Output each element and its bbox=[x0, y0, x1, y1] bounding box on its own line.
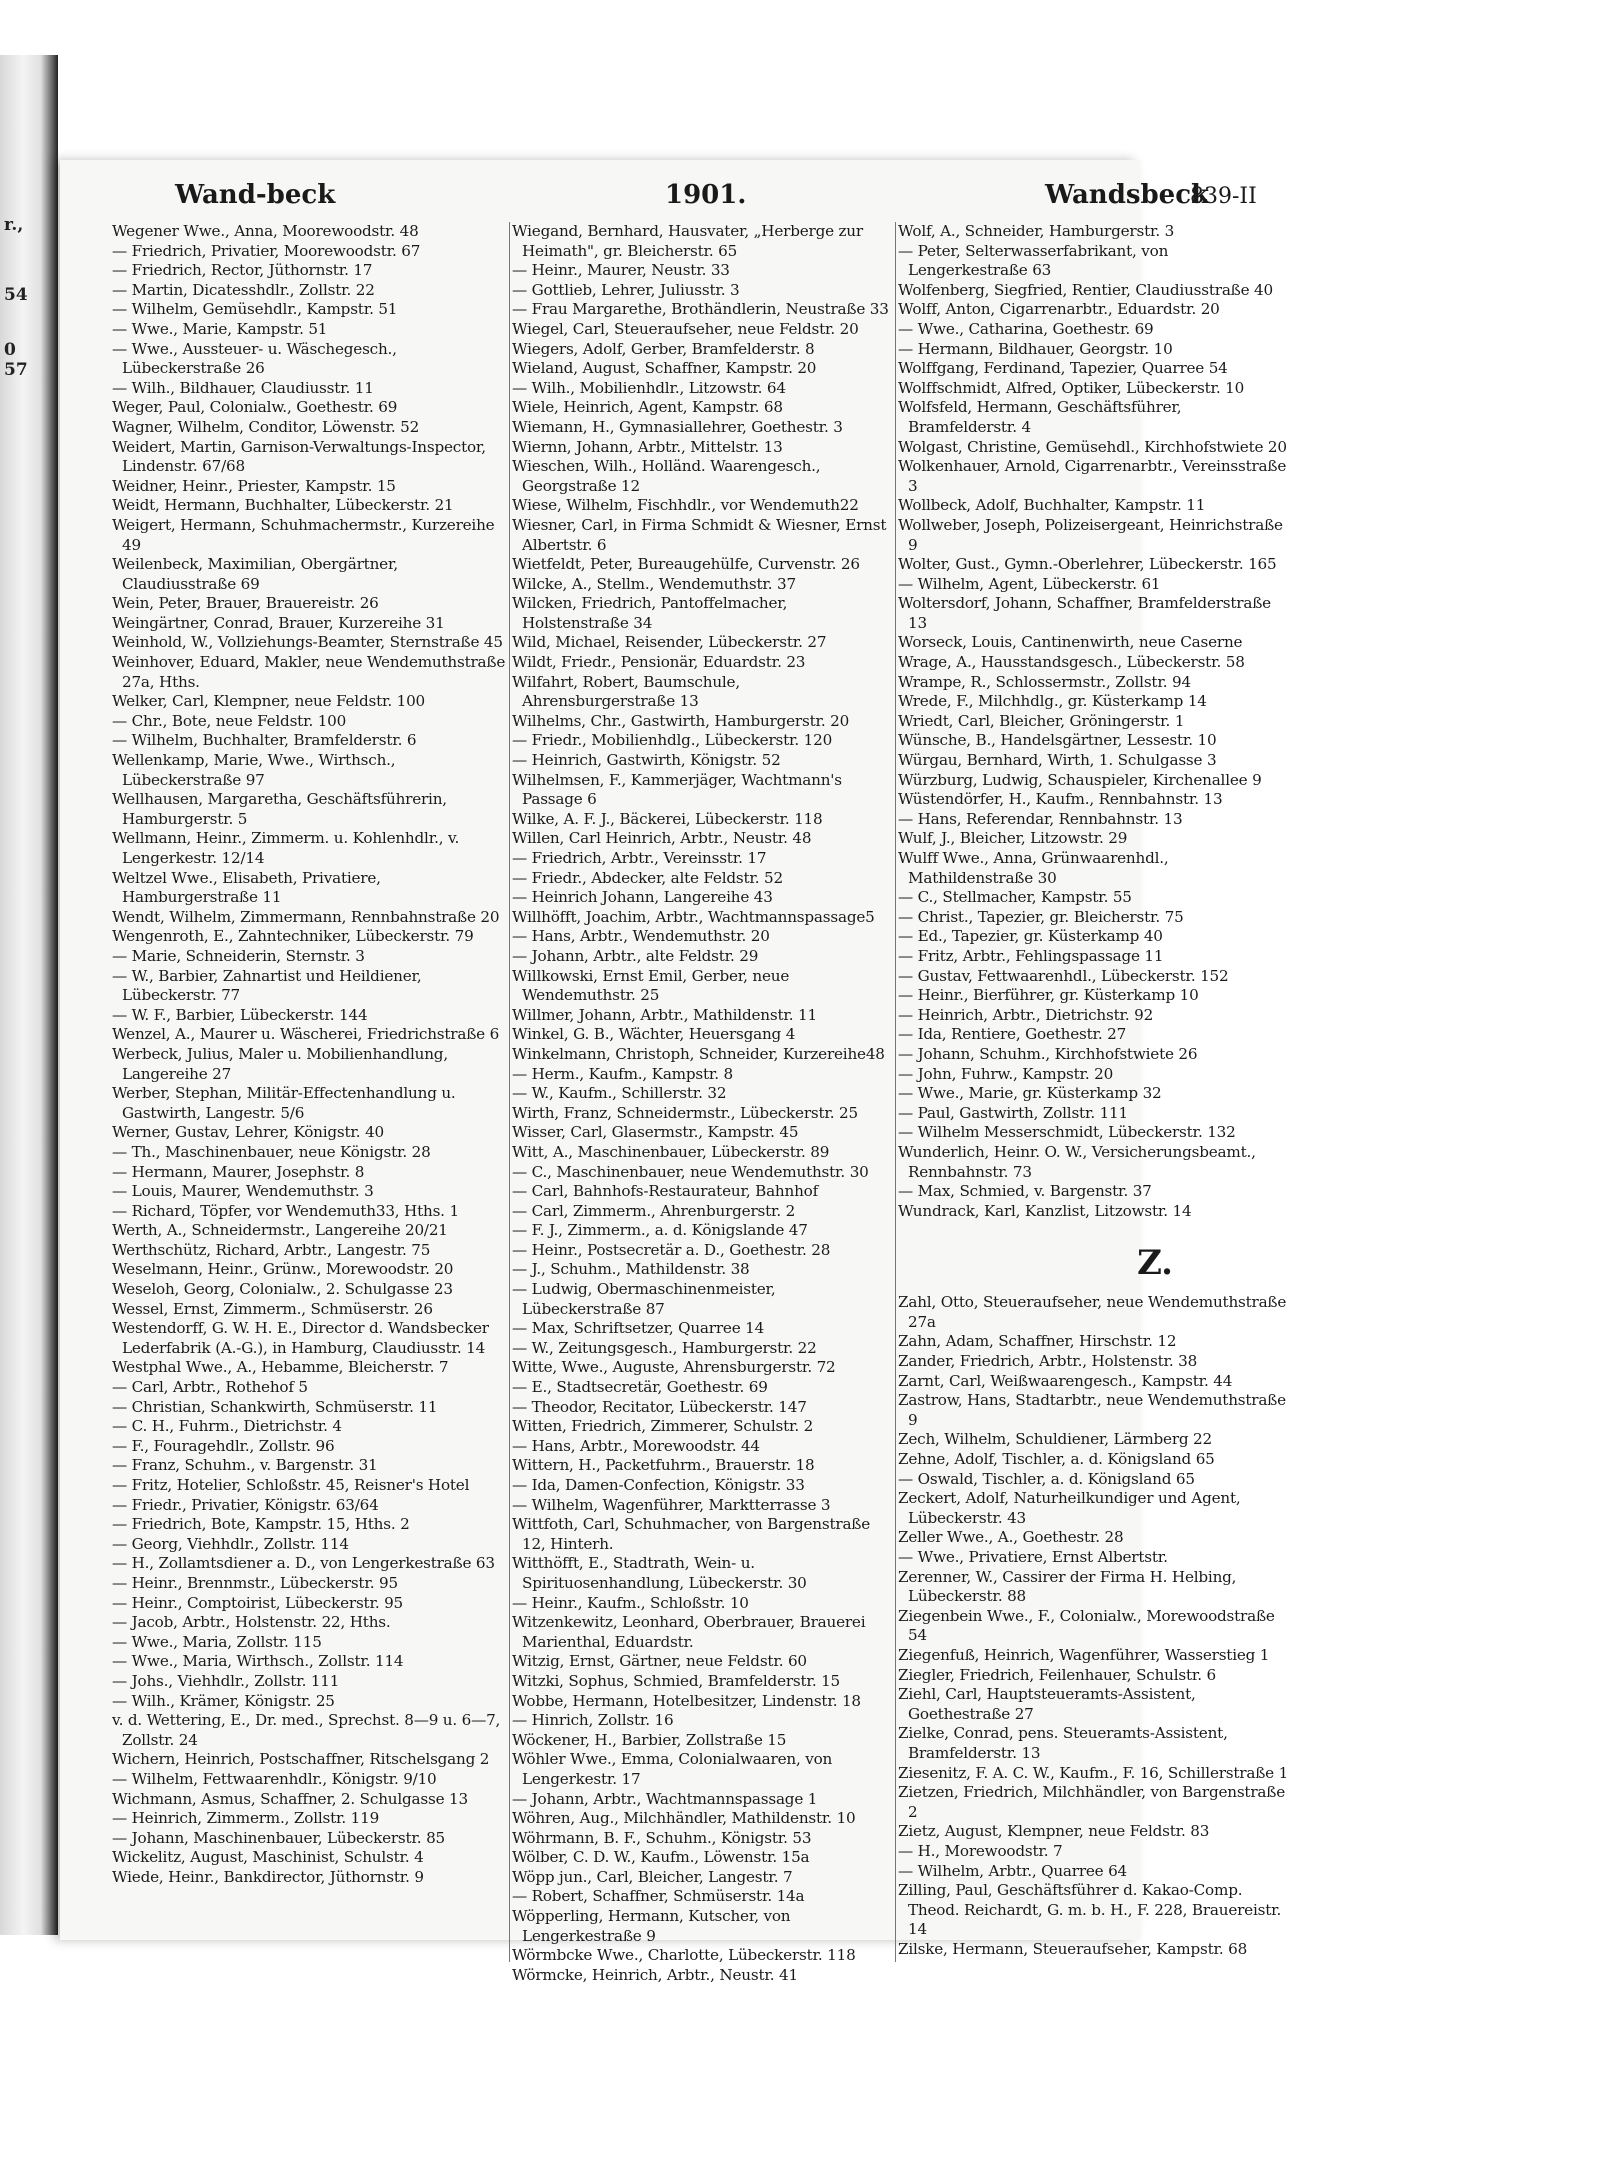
directory-entry: — Wilhelm, Fettwaarenhdlr., Königstr. 9/10 bbox=[112, 1769, 437, 1788]
directory-entry: — Peter, Selterwasserfabrikant, von Lengerkestraße 63 bbox=[898, 241, 1169, 280]
directory-entry: Weseloh, Georg, Colonialw., 2. Schulgasse 23 bbox=[112, 1280, 453, 1299]
page-number: 839-II bbox=[1190, 184, 1257, 209]
directory-entry: Zerenner, W., Cassirer der Firma H. Helbing, Lübeckerstr. 88 bbox=[898, 1567, 1237, 1606]
directory-entry: Werbeck, Julius, Maler u. Mobilienhandlung, Langereihe 27 bbox=[112, 1044, 448, 1083]
directory-entry: Willmer, Johann, Arbtr., Mathildenstr. 11 bbox=[512, 1005, 817, 1024]
directory-entry: Wrede, F., Milchhdlg., gr. Küsterkamp 14 bbox=[898, 692, 1207, 711]
facing-fragment: 57 bbox=[4, 360, 28, 380]
directory-entry: Wilke, A. F. J., Bäckerei, Lübeckerstr. 118 bbox=[512, 809, 823, 828]
directory-entry: Würzburg, Ludwig, Schauspieler, Kirchenallee 9 bbox=[898, 770, 1262, 789]
directory-entry: Witzki, Sophus, Schmied, Bramfelderstr. 15 bbox=[512, 1671, 841, 1690]
directory-entry: Wolffschmidt, Alfred, Optiker, Lübeckerstr. 10 bbox=[898, 378, 1245, 397]
directory-section-z bbox=[898, 1293, 1292, 1959]
directory-entry: — Marie, Schneiderin, Sternstr. 3 bbox=[112, 946, 365, 965]
directory-entry: — Friedr., Abdecker, alte Feldstr. 52 bbox=[512, 868, 783, 887]
directory-entry: Wagner, Wilhelm, Conditor, Löwenstr. 52 bbox=[112, 417, 420, 436]
directory-entry: — Wilhelm, Agent, Lübeckerstr. 61 bbox=[898, 574, 1161, 593]
directory-entry: Wolgast, Christine, Gemüsehdl., Kirchhofstwiete 20 bbox=[898, 437, 1287, 456]
directory-entry: — Wwe., Aussteuer- u. Wäschegesch., Lübeckerstraße 26 bbox=[112, 339, 397, 378]
directory-entry: Zielke, Conrad, pens. Steueramts-Assistent, Bramfelderstr. 13 bbox=[898, 1724, 1228, 1762]
directory-entry: — C., Stellmacher, Kampstr. 55 bbox=[898, 888, 1132, 907]
directory-entry: Wöckener, H., Barbier, Zollstraße 15 bbox=[512, 1730, 787, 1749]
directory-entry: Witt, A., Maschinenbauer, Lübeckerstr. 89 bbox=[512, 1142, 830, 1161]
directory-entry: — Friedrich, Bote, Kampstr. 15, Hths. 2 bbox=[112, 1515, 410, 1534]
directory-section-w bbox=[898, 222, 1292, 1221]
directory-entry: — H., Zollamtsdiener a. D., von Lengerkestraße 63 bbox=[112, 1554, 495, 1573]
directory-entry: Wilcken, Friedrich, Pantoffelmacher, Holstenstraße 34 bbox=[512, 594, 788, 632]
directory-entry: — Wilhelm Messerschmidt, Lübeckerstr. 132 bbox=[898, 1123, 1236, 1142]
directory-entry: — Max, Schriftsetzer, Quarree 14 bbox=[512, 1319, 765, 1338]
directory-entry: Welker, Carl, Klempner, neue Feldstr. 100 bbox=[112, 692, 426, 711]
directory-entry: Zander, Friedrich, Arbtr., Holstenstr. 38 bbox=[898, 1352, 1198, 1371]
directory-entry: Wolfsfeld, Hermann, Geschäftsführer, Bramfelderstr. 4 bbox=[898, 398, 1182, 436]
directory-entry: — Heinr., Brennmstr., Lübeckerstr. 95 bbox=[112, 1573, 398, 1592]
directory-entry: — Friedr., Privatier, Königstr. 63/64 bbox=[112, 1495, 379, 1514]
directory-entry: Wellhausen, Margaretha, Geschäftsführerin, Hamburgerstr. 5 bbox=[112, 790, 447, 828]
directory-entry: — Paul, Gastwirth, Zollstr. 111 bbox=[898, 1103, 1128, 1122]
directory-entry: Wüstendörfer, H., Kaufm., Rennbahnstr. 13 bbox=[898, 790, 1223, 809]
directory-entry: Zeller Wwe., A., Goethestr. 28 bbox=[898, 1528, 1124, 1547]
directory-entry: — Oswald, Tischler, a. d. Königsland 65 bbox=[898, 1469, 1195, 1488]
directory-entry: Winkelmann, Christoph, Schneider, Kurzereihe48 bbox=[512, 1044, 885, 1063]
directory-entry: — Max, Schmied, v. Bargenstr. 37 bbox=[898, 1182, 1152, 1201]
directory-entry: — Wwe., Maria, Wirthsch., Zollstr. 114 bbox=[112, 1652, 404, 1671]
directory-entry: — Herm., Kaufm., Kampstr. 8 bbox=[512, 1064, 734, 1083]
directory-entry: — Jacob, Arbtr., Holstenstr. 22, Hths. bbox=[112, 1613, 391, 1632]
directory-entry: — Wilhelm, Buchhalter, Bramfelderstr. 6 bbox=[112, 731, 417, 750]
directory-entry: Wild, Michael, Reisender, Lübeckerstr. 27 bbox=[512, 633, 827, 652]
directory-entry: Wilhelms, Chr., Gastwirth, Hamburgerstr. 20 bbox=[512, 711, 850, 730]
directory-entry: — J., Schuhm., Mathildenstr. 38 bbox=[512, 1260, 750, 1279]
directory-entry: — Ida, Damen-Confection, Königstr. 33 bbox=[512, 1476, 805, 1494]
facing-page-edge bbox=[0, 55, 58, 1935]
directory-entry: — Wilhelm, Wagenführer, Marktterrasse 3 bbox=[512, 1495, 831, 1514]
directory-entry: Wengenroth, E., Zahntechniker, Lübeckerstr. 79 bbox=[112, 927, 474, 946]
directory-entry: — Carl, Bahnhofs-Restaurateur, Bahnhof bbox=[512, 1182, 819, 1201]
directory-entry: Wiese, Wilhelm, Fischhdlr., vor Wendemuth22 bbox=[512, 496, 859, 515]
section-letter-heading: Z. bbox=[1137, 1243, 1173, 1284]
directory-entry: Weltzel Wwe., Elisabeth, Privatiere, Hamburgerstraße 11 bbox=[112, 868, 381, 907]
directory-entry: Weselmann, Heinr., Grünw., Morewoodstr. 20 bbox=[112, 1260, 454, 1279]
directory-entry: Wulff Wwe., Anna, Grünwaarenhdl., Mathildenstraße 30 bbox=[898, 849, 1169, 887]
directory-entry: Witten, Friedrich, Zimmerer, Schulstr. 2 bbox=[512, 1417, 814, 1436]
directory-entry: Zahn, Adam, Schaffner, Hirschstr. 12 bbox=[898, 1332, 1177, 1351]
directory-entry: Wichern, Heinrich, Postschaffner, Ritschelsgang 2 bbox=[112, 1750, 490, 1769]
directory-entry: — Robert, Schaffner, Schmüserstr. 14a bbox=[512, 1887, 805, 1906]
directory-entry: Werthschütz, Richard, Arbtr., Langestr. 75 bbox=[112, 1240, 431, 1259]
directory-entry: Witthöfft, E., Stadtrath, Wein- u. Spirituosenhandlung, Lübeckerstr. 30 bbox=[512, 1554, 807, 1592]
directory-entry: — Heinrich, Zimmerm., Zollstr. 119 bbox=[112, 1809, 380, 1828]
directory-entry: Wundrack, Karl, Kanzlist, Litzowstr. 14 bbox=[898, 1201, 1192, 1220]
directory-entry: Wendt, Wilhelm, Zimmermann, Rennbahnstraße 20 bbox=[112, 907, 500, 926]
directory-entry: Wollweber, Joseph, Polizeisergeant, Heinrichstraße 9 bbox=[898, 515, 1283, 554]
directory-entry: Wörmbcke Wwe., Charlotte, Lübeckerstr. 118 bbox=[512, 1946, 856, 1965]
header-right-running-title: Wandsbeck bbox=[1045, 180, 1210, 210]
directory-entry: Weilenbeck, Maximilian, Obergärtner, Claudiusstraße 69 bbox=[112, 555, 398, 593]
directory-entry: Wietfeldt, Peter, Bureaugehülfe, Curvenstr. 26 bbox=[512, 555, 860, 574]
directory-entry: Wilhelmsen, F., Kammerjäger, Wachtmann's Passage 6 bbox=[512, 770, 842, 809]
column-divider bbox=[509, 222, 510, 1962]
directory-entry: Wollbeck, Adolf, Buchhalter, Kampstr. 11 bbox=[898, 496, 1206, 515]
directory-entry: Wegener Wwe., Anna, Moorewoodstr. 48 bbox=[112, 222, 419, 240]
directory-entry: Westendorff, G. W. H. E., Director d. Wandsbecker Lederfabrik (A.-G.), in Hamburg, Claudiusstr. 14 bbox=[112, 1319, 489, 1357]
directory-entry: — John, Fuhrw., Kampstr. 20 bbox=[898, 1064, 1114, 1083]
directory-entry: v. d. Wettering, E., Dr. med., Sprechst. 8—9 u. 6—7, Zollstr. 24 bbox=[112, 1711, 501, 1749]
directory-entry: Wenzel, A., Maurer u. Wäscherei, Friedrichstraße 6 bbox=[112, 1025, 500, 1044]
directory-entry: — Theodor, Recitator, Lübeckerstr. 147 bbox=[512, 1397, 807, 1416]
directory-entry: — Heinr., Maurer, Neustr. 33 bbox=[512, 261, 730, 280]
directory-entry: — Johann, Maschinenbauer, Lübeckerstr. 85 bbox=[112, 1828, 445, 1847]
directory-entry: Würgau, Bernhard, Wirth, 1. Schulgasse 3 bbox=[898, 751, 1217, 770]
directory-entry: — F. J., Zimmerm., a. d. Königslande 47 bbox=[512, 1221, 808, 1240]
directory-entry: Wiede, Heinr., Bankdirector, Jüthornstr. 9 bbox=[112, 1867, 424, 1886]
directory-entry: — Chr., Bote, neue Feldstr. 100 bbox=[112, 711, 347, 730]
directory-entry: — Wilh., Mobilienhdlr., Litzowstr. 64 bbox=[512, 378, 786, 397]
directory-entry: — Hinrich, Zollstr. 16 bbox=[512, 1711, 674, 1730]
directory-column-1 bbox=[112, 222, 509, 1887]
directory-entry: — Hans, Arbtr., Morewoodstr. 44 bbox=[512, 1436, 760, 1455]
directory-entry: Wilcke, A., Stellm., Wendemuthstr. 37 bbox=[512, 574, 796, 593]
directory-entry: Wöhrmann, B. F., Schuhm., Königstr. 53 bbox=[512, 1828, 812, 1847]
directory-entry: Wünsche, B., Handelsgärtner, Lessestr. 10 bbox=[898, 731, 1217, 750]
directory-entry: Wiernn, Johann, Arbtr., Mittelstr. 13 bbox=[512, 437, 783, 456]
directory-entry: Wulf, J., Bleicher, Litzowstr. 29 bbox=[898, 829, 1128, 848]
directory-entry: — F., Fouragehdlr., Zollstr. 96 bbox=[112, 1436, 335, 1455]
directory-column-2 bbox=[512, 222, 895, 1985]
directory-entry: — Wilh., Krämer, Königstr. 25 bbox=[112, 1691, 335, 1710]
directory-entry: — Heinrich, Arbtr., Dietrichstr. 92 bbox=[898, 1005, 1154, 1024]
facing-fragment: 0 bbox=[4, 340, 16, 360]
directory-entry: Wittfoth, Carl, Schuhmacher, von Bargenstraße 12, Hinterh. bbox=[512, 1515, 871, 1553]
directory-entry: Wieschen, Wilh., Holländ. Waarengesch., Georgstraße 12 bbox=[512, 457, 821, 495]
directory-entry: Wolf, A., Schneider, Hamburgerstr. 3 bbox=[898, 222, 1175, 240]
directory-entry: — Gustav, Fettwaarenhdl., Lübeckerstr. 152 bbox=[898, 966, 1229, 985]
directory-column-3 bbox=[898, 222, 1292, 1959]
directory-entry: Zilling, Paul, Geschäftsführer d. Kakao-Comp. Theod. Reichardt, G. m. b. H., F. 228, Brauereistr. 14 bbox=[898, 1881, 1282, 1939]
page-header bbox=[175, 180, 1265, 226]
directory-entry: Ziesenitz, F. A. C. W., Kaufm., F. 16, Schillerstraße 1 bbox=[898, 1763, 1289, 1782]
directory-entry: — Friedrich, Arbtr., Vereinsstr. 17 bbox=[512, 849, 767, 867]
directory-entry: — Wwe., Catharina, Goethestr. 69 bbox=[898, 319, 1154, 338]
directory-entry: — Heinr., Comptoirist, Lübeckerstr. 95 bbox=[112, 1593, 404, 1612]
directory-entry: Wolffgang, Ferdinand, Tapezier, Quarree 54 bbox=[898, 359, 1228, 378]
directory-entry: — C., Maschinenbauer, neue Wendemuthstr. 30 bbox=[512, 1162, 869, 1181]
directory-entry: Wiesner, Carl, in Firma Schmidt & Wiesner, Ernst Albertstr. 6 bbox=[512, 515, 887, 554]
directory-entry: Wiegel, Carl, Steueraufseher, neue Feldstr. 20 bbox=[512, 319, 859, 338]
directory-entry: Wöhren, Aug., Milchhändler, Mathildenstr. 10 bbox=[512, 1809, 856, 1828]
directory-entry: Werth, A., Schneidermstr., Langereihe 20/21 bbox=[112, 1221, 448, 1240]
directory-entry: — Louis, Maurer, Wendemuthstr. 3 bbox=[112, 1182, 374, 1201]
directory-entry: — Hermann, Maurer, Josephstr. 8 bbox=[112, 1162, 365, 1181]
directory-entry: Willen, Carl Heinrich, Arbtr., Neustr. 48 bbox=[512, 829, 812, 848]
directory-entry: — Georg, Viehhdlr., Zollstr. 114 bbox=[112, 1534, 349, 1553]
directory-entry: Wiegers, Adolf, Gerber, Bramfelderstr. 8 bbox=[512, 339, 815, 358]
directory-entry: — Hermann, Bildhauer, Georgstr. 10 bbox=[898, 339, 1173, 358]
directory-entry: Zahl, Otto, Steueraufseher, neue Wendemuthstraße 27a bbox=[898, 1293, 1287, 1331]
directory-entry: Wrampe, R., Schlossermstr., Zollstr. 94 bbox=[898, 672, 1191, 691]
directory-entry: Wessel, Ernst, Zimmerm., Schmüserstr. 26 bbox=[112, 1299, 433, 1318]
directory-entry: Ziegenbein Wwe., F., Colonialw., Morewoodstraße 54 bbox=[898, 1606, 1275, 1645]
facing-fragment: 54 bbox=[4, 285, 28, 305]
directory-entry: — Hans, Referendar, Rennbahnstr. 13 bbox=[898, 809, 1183, 828]
directory-entry: Weidner, Heinr., Priester, Kampstr. 15 bbox=[112, 476, 396, 495]
directory-entry: — H., Morewoodstr. 7 bbox=[898, 1841, 1063, 1860]
directory-entry: Witzenkewitz, Leonhard, Oberbrauer, Brauerei Marienthal, Eduardstr. bbox=[512, 1613, 866, 1651]
directory-entry: — Johs., Viehhdlr., Zollstr. 111 bbox=[112, 1671, 340, 1690]
directory-entry: Ziegler, Friedrich, Feilenhauer, Schulstr. 6 bbox=[898, 1665, 1217, 1684]
directory-entry: Wellenkamp, Marie, Wwe., Wirthsch., Lübeckerstraße 97 bbox=[112, 751, 396, 789]
directory-entry: Weigert, Hermann, Schuhmachermstr., Kurzereihe 49 bbox=[112, 515, 495, 554]
directory-entry: Wickelitz, August, Maschinist, Schulstr. 4 bbox=[112, 1848, 424, 1867]
directory-entry: — Fritz, Arbtr., Fehlingspassage 11 bbox=[898, 946, 1164, 965]
directory-entry: Wrage, A., Hausstandsgesch., Lübeckerstr. 58 bbox=[898, 653, 1245, 672]
directory-entry: — Wwe., Maria, Zollstr. 115 bbox=[112, 1632, 322, 1651]
directory-entry: Wörmcke, Heinrich, Arbtr., Neustr. 41 bbox=[512, 1965, 798, 1984]
directory-entry: — Johann, Arbtr., Wachtmannspassage 1 bbox=[512, 1789, 818, 1808]
directory-entry: Weidt, Hermann, Buchhalter, Lübeckerstr. 21 bbox=[112, 496, 454, 515]
directory-entry: Zehne, Adolf, Tischler, a. d. Königsland 65 bbox=[898, 1450, 1215, 1469]
directory-entry: — W., Kaufm., Schillerstr. 32 bbox=[512, 1084, 727, 1103]
directory-entry: — Hans, Arbtr., Wendemuthstr. 20 bbox=[512, 927, 770, 946]
directory-entry: Weingärtner, Conrad, Brauer, Kurzereihe 31 bbox=[112, 613, 445, 632]
directory-entry: Wieland, August, Schaffner, Kampstr. 20 bbox=[512, 359, 817, 378]
directory-entry: Zietz, August, Klempner, neue Feldstr. 83 bbox=[898, 1822, 1210, 1841]
directory-entry: Wolfenberg, Siegfried, Rentier, Claudiusstraße 40 bbox=[898, 280, 1273, 299]
directory-entry: — Wwe., Marie, Kampstr. 51 bbox=[112, 319, 328, 338]
directory-entry: Wittern, H., Packetfuhrm., Brauerstr. 18 bbox=[512, 1456, 815, 1475]
directory-entry: — Christian, Schankwirth, Schmüserstr. 11 bbox=[112, 1397, 438, 1416]
directory-entry: — Franz, Schuhm., v. Bargenstr. 31 bbox=[112, 1456, 378, 1475]
directory-entry: — Carl, Arbtr., Rothehof 5 bbox=[112, 1378, 308, 1397]
directory-entry: Zietzen, Friedrich, Milchhändler, von Bargenstraße 2 bbox=[898, 1783, 1285, 1821]
directory-entry: Wöhler Wwe., Emma, Colonialwaaren, von Lengerkestr. 17 bbox=[512, 1750, 833, 1788]
directory-entry: Weinhover, Eduard, Makler, neue Wendemuthstraße 27a, Hths. bbox=[112, 653, 506, 691]
directory-entry: — Heinrich, Gastwirth, Königstr. 52 bbox=[512, 751, 781, 770]
directory-entry: — Wwe., Marie, gr. Küsterkamp 32 bbox=[898, 1084, 1162, 1103]
directory-entry: — Wwe., Privatiere, Ernst Albertstr. bbox=[898, 1548, 1168, 1566]
directory-entry: Zarnt, Carl, Weißwaarengesch., Kampstr. 44 bbox=[898, 1371, 1233, 1390]
directory-entry: — Johann, Schuhm., Kirchhofstwiete 26 bbox=[898, 1044, 1198, 1063]
directory-entry: Zilske, Hermann, Steueraufseher, Kampstr. 68 bbox=[898, 1939, 1248, 1958]
directory-entry: Ziegenfuß, Heinrich, Wagenführer, Wasserstieg 1 bbox=[898, 1645, 1270, 1664]
directory-entry: — Ed., Tapezier, gr. Küsterkamp 40 bbox=[898, 927, 1163, 946]
directory-entry: Woltersdorf, Johann, Schaffner, Bramfelderstraße 13 bbox=[898, 594, 1271, 632]
directory-entry: — Johann, Arbtr., alte Feldstr. 29 bbox=[512, 946, 759, 965]
directory-entry: Wiemann, H., Gymnasiallehrer, Goethestr. 3 bbox=[512, 417, 843, 436]
directory-entry: — Heinr., Postsecretär a. D., Goethestr. 28 bbox=[512, 1240, 831, 1259]
directory-entry: — Ida, Rentiere, Goethestr. 27 bbox=[898, 1025, 1127, 1044]
directory-entry: Wunderlich, Heinr. O. W., Versicherungsbeamt., Rennbahnstr. 73 bbox=[898, 1142, 1256, 1181]
directory-entry: Wolter, Gust., Gymn.-Oberlehrer, Lübeckerstr. 165 bbox=[898, 555, 1277, 574]
directory-entry: Witte, Wwe., Auguste, Ahrensburgerstr. 72 bbox=[512, 1358, 836, 1377]
directory-entry: — Carl, Zimmerm., Ahrenburgerstr. 2 bbox=[512, 1201, 796, 1220]
directory-entry: Weidert, Martin, Garnison-Verwaltungs-Inspector, Lindenstr. 67/68 bbox=[112, 437, 486, 476]
directory-entry: — Friedr., Mobilienhdlg., Lübeckerstr. 120 bbox=[512, 731, 833, 750]
directory-entry: Wiegand, Bernhard, Hausvater, „Herberge zur Heimath", gr. Bleicherstr. 65 bbox=[512, 222, 863, 260]
directory-entry: Ziehl, Carl, Hauptsteueramts-Assistent, Goethestraße 27 bbox=[898, 1685, 1196, 1723]
directory-entry: Weger, Paul, Colonialw., Goethestr. 69 bbox=[112, 398, 398, 417]
directory-entry: Zech, Wilhelm, Schuldiener, Lärmberg 22 bbox=[898, 1430, 1212, 1449]
directory-entry: — W., Barbier, Zahnartist und Heildiener, Lübeckerstr. 77 bbox=[112, 966, 422, 1005]
directory-entry: — Gottlieb, Lehrer, Juliusstr. 3 bbox=[512, 280, 740, 299]
column-divider bbox=[895, 222, 896, 1962]
directory-entry: Wöpperling, Hermann, Kutscher, von Lengerkestraße 9 bbox=[512, 1907, 791, 1945]
directory-entry: — Wilhelm, Gemüsehdlr., Kampstr. 51 bbox=[112, 300, 398, 319]
directory-entry: — Christ., Tapezier, gr. Bleicherstr. 75 bbox=[898, 907, 1184, 926]
directory-entry: — W., Zeitungsgesch., Hamburgerstr. 22 bbox=[512, 1338, 817, 1357]
directory-entry: — Heinrich Johann, Langereihe 43 bbox=[512, 888, 773, 907]
directory-entry: Wriedt, Carl, Bleicher, Gröningerstr. 1 bbox=[898, 711, 1185, 730]
directory-entry: Wirth, Franz, Schneidermstr., Lübeckerstr. 25 bbox=[512, 1103, 858, 1122]
directory-entry: Worseck, Louis, Cantinenwirth, neue Caserne bbox=[898, 633, 1243, 652]
directory-entry: Wisser, Carl, Glasermstr., Kampstr. 45 bbox=[512, 1123, 799, 1142]
directory-entry: Wiele, Heinrich, Agent, Kampstr. 68 bbox=[512, 398, 783, 417]
directory-entry: — C. H., Fuhrm., Dietrichstr. 4 bbox=[112, 1417, 342, 1436]
directory-entry: Willkowski, Ernst Emil, Gerber, neue Wendemuthstr. 25 bbox=[512, 966, 790, 1005]
directory-entry: Wein, Peter, Brauer, Brauereistr. 26 bbox=[112, 594, 379, 613]
directory-entry: — Friedrich, Rector, Jüthornstr. 17 bbox=[112, 261, 373, 280]
directory-entry: Wildt, Friedr., Pensionär, Eduardstr. 23 bbox=[512, 653, 806, 672]
directory-entry: — Frau Margarethe, Brothändlerin, Neustraße 33 bbox=[512, 300, 889, 319]
directory-entry: Westphal Wwe., A., Hebamme, Bleicherstr. 7 bbox=[112, 1358, 449, 1377]
facing-fragment: r., bbox=[4, 215, 24, 235]
directory-entry: — E., Stadtsecretär, Goethestr. 69 bbox=[512, 1378, 768, 1397]
directory-entry: Witzig, Ernst, Gärtner, neue Feldstr. 60 bbox=[512, 1652, 807, 1671]
directory-entry: Wellmann, Heinr., Zimmerm. u. Kohlenhdlr., v. Lengerkestr. 12/14 bbox=[112, 829, 460, 867]
directory-entry: — Wilh., Bildhauer, Claudiusstr. 11 bbox=[112, 378, 374, 397]
directory-entry: Wichmann, Asmus, Schaffner, 2. Schulgasse 13 bbox=[112, 1789, 468, 1808]
directory-entry: — Ludwig, Obermaschinenmeister, Lübeckerstraße 87 bbox=[512, 1280, 776, 1318]
directory-entry: — Martin, Dicatesshdlr., Zollstr. 22 bbox=[112, 280, 375, 299]
directory-entry: — Friedrich, Privatier, Moorewoodstr. 67 bbox=[112, 241, 421, 260]
directory-entry: — W. F., Barbier, Lübeckerstr. 144 bbox=[112, 1005, 368, 1024]
directory-entry: Wolff, Anton, Cigarrenarbtr., Eduardstr. 20 bbox=[898, 300, 1220, 319]
directory-entry: — Th., Maschinenbauer, neue Königstr. 28 bbox=[112, 1142, 431, 1161]
directory-entry: Wöpp jun., Carl, Bleicher, Langestr. 7 bbox=[512, 1867, 793, 1886]
directory-entry: Winkel, G. B., Wächter, Heuersgang 4 bbox=[512, 1025, 796, 1044]
directory-entry: Wölber, C. D. W., Kaufm., Löwenstr. 15a bbox=[512, 1848, 810, 1867]
directory-entry: Willhöfft, Joachim, Arbtr., Wachtmannspassage5 bbox=[512, 907, 875, 926]
directory-entry: — Heinr., Bierführer, gr. Küsterkamp 10 bbox=[898, 986, 1199, 1005]
directory-entry: — Richard, Töpfer, vor Wendemuth33, Hths. 1 bbox=[112, 1201, 459, 1220]
directory-entry: Werber, Stephan, Militär-Effectenhandlung u. Gastwirth, Langestr. 5/6 bbox=[112, 1084, 456, 1122]
directory-entry: Zastrow, Hans, Stadtarbtr., neue Wendemuthstraße 9 bbox=[898, 1391, 1286, 1429]
directory-entry: — Heinr., Kaufm., Schloßstr. 10 bbox=[512, 1593, 749, 1612]
directory-entry: — Wilhelm, Arbtr., Quarree 64 bbox=[898, 1861, 1128, 1880]
directory-entry: Wobbe, Hermann, Hotelbesitzer, Lindenstr. 18 bbox=[512, 1691, 861, 1710]
directory-entry: Werner, Gustav, Lehrer, Königstr. 40 bbox=[112, 1123, 384, 1142]
directory-entry: Weinhold, W., Vollziehungs-Beamter, Sternstraße 45 bbox=[112, 633, 503, 652]
directory-entry: Wilfahrt, Robert, Baumschule, Ahrensburgerstraße 13 bbox=[512, 672, 740, 711]
directory-entry: Zeckert, Adolf, Naturheilkundiger und Agent, Lübeckerstr. 43 bbox=[898, 1489, 1241, 1527]
directory-entry: Wolkenhauer, Arnold, Cigarrenarbtr., Vereinsstraße 3 bbox=[898, 457, 1287, 495]
header-year: 1901. bbox=[665, 180, 747, 210]
header-left-running-title: Wand-beck bbox=[175, 180, 336, 210]
directory-entry: — Fritz, Hotelier, Schloßstr. 45, Reisner's Hotel bbox=[112, 1476, 470, 1494]
